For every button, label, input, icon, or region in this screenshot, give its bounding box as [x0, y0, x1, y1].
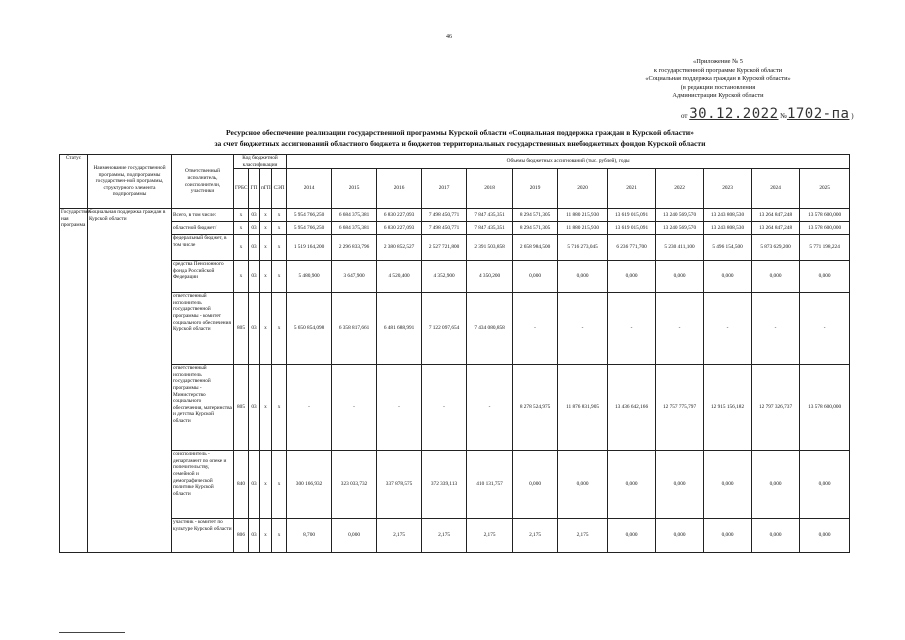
code-sep-cell: х [272, 365, 287, 451]
amount-cell: 0,000 [656, 519, 704, 553]
code-gp-cell: 03 [249, 365, 260, 451]
amount-cell: 13 243 808,530 [704, 209, 752, 222]
table-row [60, 293, 850, 365]
handwritten-number: 1702-па [786, 106, 850, 122]
amount-cell: 2,175 [467, 519, 513, 553]
amount-cell: 0,000 [513, 451, 558, 519]
code-gp-cell: 03 [249, 451, 260, 519]
amount-cell: 11 880 215,930 [558, 209, 608, 222]
amount-cell: 13 243 808,530 [704, 222, 752, 235]
amount-cell: 5 771 198,224 [800, 235, 850, 261]
amount-cell: - [513, 293, 558, 365]
amount-cell: 6 684 375,381 [332, 209, 377, 222]
header-year: 2020 [558, 169, 608, 209]
amount-cell: 6 358 817,661 [332, 293, 377, 365]
title-line-2: за счет бюджетных ассигнований областного бюджета и бюджетов территориальных государственных внебюджетных фондов Курской области [214, 139, 706, 148]
code-sep-cell: х [272, 451, 287, 519]
executor-cell: ответственный исполнитель государственной программы - Министерство социального обеспечения, материнства и детства Курской области [172, 365, 234, 451]
executor-cell: областной бюджет/ [172, 222, 234, 235]
amount-cell: 13 436 642,166 [608, 365, 656, 451]
code-gp-cell: 03 [249, 209, 260, 222]
amount-cell: 2 391 503,858 [467, 235, 513, 261]
amount-cell: 13 619 015,091 [608, 209, 656, 222]
amount-cell: 11 876 831,905 [558, 365, 608, 451]
amount-cell: 5 230 411,100 [656, 235, 704, 261]
executor-cell: соисполнитель - департамент по опеке и попечительству, семейной и демографической политике Курской области [172, 451, 234, 519]
amount-cell: 323 033,732 [332, 451, 377, 519]
amount-cell: 3 647,900 [332, 261, 377, 293]
amount-cell: 5 496 154,500 [704, 235, 752, 261]
amount-cell: 4 350,200 [467, 261, 513, 293]
program-name-cell: Социальная поддержка граждан в Курской области [88, 209, 172, 553]
closing-paren: ) [851, 112, 854, 120]
amount-cell: 4 352,900 [422, 261, 467, 293]
amount-cell: 8 294 571,305 [513, 209, 558, 222]
amount-cell: 2,175 [422, 519, 467, 553]
amount-cell: 2,175 [513, 519, 558, 553]
amount-cell: 7 498 450,771 [422, 209, 467, 222]
resource-table [59, 154, 850, 553]
amount-cell: 13 240 569,570 [656, 222, 704, 235]
amount-cell: - [752, 293, 800, 365]
header-year: 2014 [287, 169, 332, 209]
table-row [60, 451, 850, 519]
amount-cell: 0,000 [608, 261, 656, 293]
amount-cell: 13 578 600,000 [800, 365, 850, 451]
header-year: 2018 [467, 169, 513, 209]
amount-cell: 2 296 833,796 [332, 235, 377, 261]
code-pgp-cell: х [260, 293, 272, 365]
header-grbs: ГРБС [234, 169, 249, 209]
amount-cell: 8 294 571,305 [513, 222, 558, 235]
amount-cell: 7 122 097,654 [422, 293, 467, 365]
status-cell: Государствен-ная программа [60, 209, 88, 553]
amount-cell: 0,000 [558, 261, 608, 293]
amount-cell: 5 716 273,045 [558, 235, 608, 261]
header-pgp: пГП [260, 169, 272, 209]
amount-cell: 6 684 375,381 [332, 222, 377, 235]
appendix-header [623, 58, 813, 101]
amount-cell: 0,000 [704, 261, 752, 293]
code-pgp-cell: х [260, 519, 272, 553]
amount-cell: 337 878,575 [377, 451, 422, 519]
title-line-1: Ресурсное обеспечение реализации государственной программы Курской области «Социальная поддержка граждан в Курской области» [226, 128, 694, 137]
code-grbs-cell: 806 [234, 519, 249, 553]
amount-cell: 0,000 [608, 451, 656, 519]
amount-cell: 0,000 [608, 519, 656, 553]
amount-cell: 6 830 227,093 [377, 209, 422, 222]
header-year: 2021 [608, 169, 656, 209]
code-gp-cell: 03 [249, 293, 260, 365]
amount-cell: 4 520,400 [377, 261, 422, 293]
footnote-rule [59, 632, 125, 633]
code-pgp-cell: х [260, 222, 272, 235]
amount-cell: 0,000 [656, 261, 704, 293]
amount-cell: 0,000 [704, 519, 752, 553]
amount-cell: 7 847 435,351 [467, 209, 513, 222]
decree-reference [681, 106, 854, 122]
amount-cell: - [656, 293, 704, 365]
header-year: 2023 [704, 169, 752, 209]
table-row [60, 261, 850, 293]
amount-cell: 7 847 435,351 [467, 222, 513, 235]
header-name: Наименование государственной программы, подпрограммы государствен-ной программы, структурного элемента подпрограммы [88, 155, 172, 209]
code-sep-cell: х [272, 235, 287, 261]
amount-cell: 11 880 215,930 [558, 222, 608, 235]
page-number: 46 [446, 34, 452, 40]
handwritten-date: 30.12.2022 [689, 106, 779, 122]
amount-cell: 5 480,900 [287, 261, 332, 293]
code-grbs-cell: х [234, 235, 249, 261]
amount-cell: 5 954 766,250 [287, 222, 332, 235]
table-row [60, 519, 850, 553]
code-gp-cell: 03 [249, 235, 260, 261]
code-grbs-cell: 840 [234, 451, 249, 519]
appendix-line: (в редакции постановления [680, 83, 756, 91]
amount-cell: 13 619 015,091 [608, 222, 656, 235]
code-gp-cell: 03 [249, 261, 260, 293]
code-pgp-cell: х [260, 235, 272, 261]
amount-cell: - [332, 365, 377, 451]
appendix-line: «Приложение № 5 [693, 58, 743, 65]
header-sep: СЭП [272, 169, 287, 209]
amount-cell: 2 527 721,800 [422, 235, 467, 261]
appendix-line: «Социальная поддержка граждан в Курской области» [645, 75, 791, 82]
amount-cell: 6 236 771,700 [608, 235, 656, 261]
amount-cell: 12 797 326,737 [752, 365, 800, 451]
amount-cell: 0,000 [800, 519, 850, 553]
amount-cell: - [377, 365, 422, 451]
amount-cell: 5 650 854,098 [287, 293, 332, 365]
amount-cell: 13 240 569,570 [656, 209, 704, 222]
amount-cell: 6 830 227,093 [377, 222, 422, 235]
amount-cell: 7 434 080,858 [467, 293, 513, 365]
header-year: 2024 [752, 169, 800, 209]
amount-cell: - [422, 365, 467, 451]
table-row [60, 235, 850, 261]
table-row [60, 222, 850, 235]
amount-cell: - [704, 293, 752, 365]
header-classification: Код бюджетной классификации [234, 155, 287, 169]
code-pgp-cell: х [260, 451, 272, 519]
amount-cell: 2,175 [377, 519, 422, 553]
code-grbs-cell: 805 [234, 365, 249, 451]
code-gp-cell: 03 [249, 222, 260, 235]
amount-cell: - [467, 365, 513, 451]
amount-cell: 13 264 847,248 [752, 209, 800, 222]
code-pgp-cell: х [260, 365, 272, 451]
amount-cell: 0,000 [800, 451, 850, 519]
code-grbs-cell: х [234, 209, 249, 222]
amount-cell: - [608, 293, 656, 365]
amount-cell: 0,000 [656, 451, 704, 519]
amount-cell: - [558, 293, 608, 365]
header-year: 2019 [513, 169, 558, 209]
appendix-line: к государственной программе Курской области [653, 66, 783, 74]
code-grbs-cell: 805 [234, 293, 249, 365]
amount-cell: 13 264 847,248 [752, 222, 800, 235]
amount-cell: 8 278 524,975 [513, 365, 558, 451]
amount-cell: 300 166,932 [287, 451, 332, 519]
amount-cell: 13 578 600,000 [800, 222, 850, 235]
executor-cell: средства Пенсионного фонда Российской Федерации [172, 261, 234, 293]
amount-cell: 13 578 600,000 [800, 209, 850, 222]
amount-cell: 1 519 164,200 [287, 235, 332, 261]
amount-cell: 372 339,113 [422, 451, 467, 519]
amount-cell: 6 481 688,991 [377, 293, 422, 365]
code-sep-cell: х [272, 519, 287, 553]
amount-cell: 5 873 629,200 [752, 235, 800, 261]
amount-cell: 0,000 [704, 451, 752, 519]
document-title [110, 127, 810, 149]
code-pgp-cell: х [260, 261, 272, 293]
amount-cell: 2 380 852,527 [377, 235, 422, 261]
amount-cell: 2,175 [558, 519, 608, 553]
amount-cell: 0,000 [752, 451, 800, 519]
date-prefix: от [681, 112, 688, 120]
amount-cell: 0,000 [752, 519, 800, 553]
amount-cell: 0,000 [558, 451, 608, 519]
amount-cell: - [287, 365, 332, 451]
header-year: 2025 [800, 169, 850, 209]
amount-cell: 0,000 [513, 261, 558, 293]
header-status: Статус [60, 155, 88, 209]
amount-cell: 8,700 [287, 519, 332, 553]
code-sep-cell: х [272, 293, 287, 365]
code-grbs-cell: х [234, 222, 249, 235]
number-prefix: № [780, 112, 787, 120]
code-gp-cell: 03 [249, 519, 260, 553]
executor-cell: Всего, в том числе: [172, 209, 234, 222]
header-executor: Ответственный исполнитель, соисполнители, участники [172, 155, 234, 209]
code-pgp-cell: х [260, 209, 272, 222]
table-row [60, 365, 850, 451]
amount-cell: 0,000 [752, 261, 800, 293]
amount-cell: 2 658 984,500 [513, 235, 558, 261]
amount-cell: 410 131,757 [467, 451, 513, 519]
code-sep-cell: х [272, 222, 287, 235]
executor-cell: ответственный исполнитель государственной программы - комитет социального обеспечения Курской области [172, 293, 234, 365]
header-year: 2017 [422, 169, 467, 209]
amount-cell: 0,000 [332, 519, 377, 553]
amount-cell: 5 954 766,250 [287, 209, 332, 222]
header-year: 2015 [332, 169, 377, 209]
amount-cell: 12 757 775,797 [656, 365, 704, 451]
executor-cell: федеральный бюджет, в том числе [172, 235, 234, 261]
table-row [60, 209, 850, 222]
header-year: 2022 [656, 169, 704, 209]
header-volumes: Объемы бюджетных ассигнований (тыс. рублей), годы [287, 155, 850, 169]
amount-cell: 7 498 450,771 [422, 222, 467, 235]
code-grbs-cell: х [234, 261, 249, 293]
code-sep-cell: х [272, 261, 287, 293]
appendix-line: Администрации Курской области [672, 92, 764, 99]
executor-cell: участник - комитет по культуре Курской области [172, 519, 234, 553]
amount-cell: 12 915 156,182 [704, 365, 752, 451]
header-year: 2016 [377, 169, 422, 209]
amount-cell: - [800, 293, 850, 365]
amount-cell: 0,000 [800, 261, 850, 293]
code-sep-cell: х [272, 209, 287, 222]
header-gp: ГП [249, 169, 260, 209]
